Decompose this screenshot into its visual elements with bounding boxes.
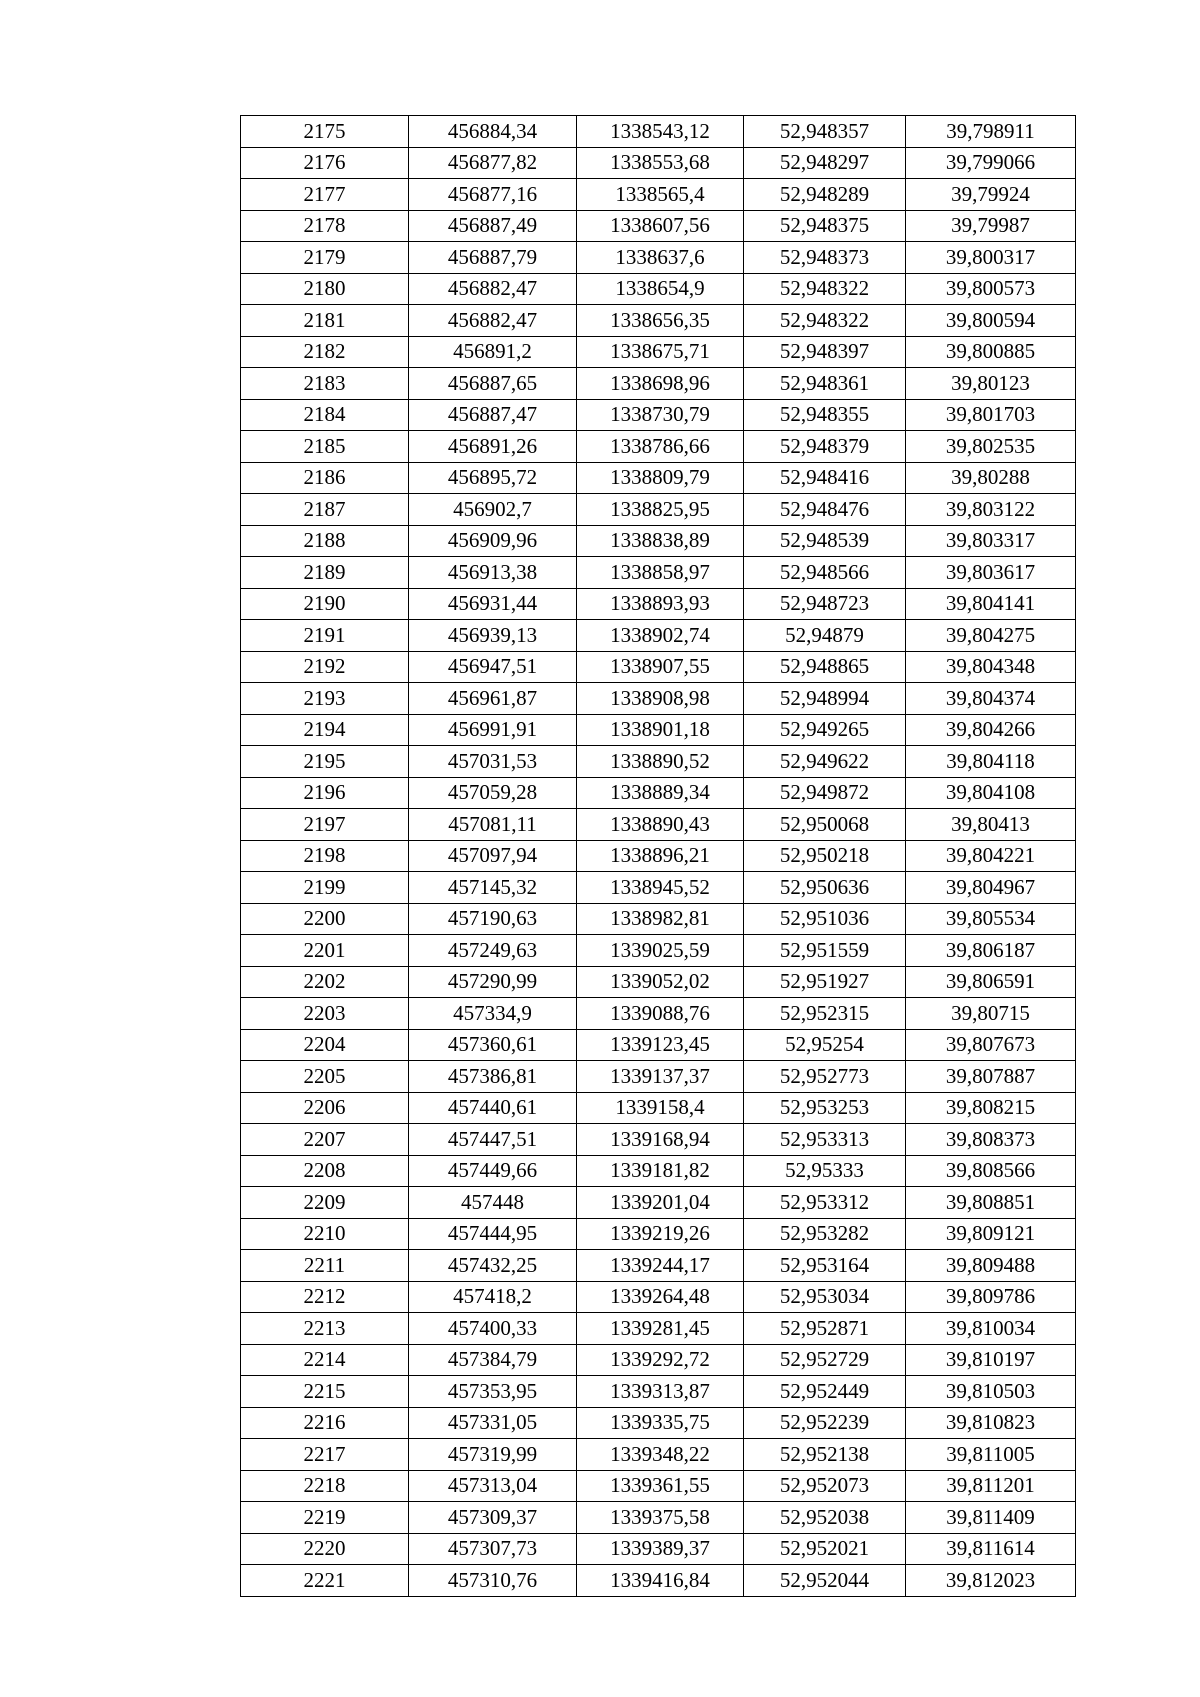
point-number-cell: 2195	[241, 746, 409, 778]
longitude-cell: 39,804348	[906, 651, 1076, 683]
y-coordinate-cell: 1338890,52	[577, 746, 744, 778]
x-coordinate-cell: 457081,11	[409, 809, 577, 841]
point-number-cell: 2182	[241, 336, 409, 368]
latitude-cell: 52,950636	[744, 872, 906, 904]
longitude-cell: 39,805534	[906, 903, 1076, 935]
point-number-cell: 2190	[241, 588, 409, 620]
longitude-cell: 39,79987	[906, 210, 1076, 242]
x-coordinate-cell: 456887,79	[409, 242, 577, 274]
latitude-cell: 52,951559	[744, 935, 906, 967]
point-number-cell: 2199	[241, 872, 409, 904]
point-number-cell: 2213	[241, 1313, 409, 1345]
table-row	[241, 210, 1076, 242]
table-row	[241, 1250, 1076, 1282]
x-coordinate-cell: 456887,49	[409, 210, 577, 242]
x-coordinate-cell: 457360,61	[409, 1029, 577, 1061]
latitude-cell: 52,948322	[744, 273, 906, 305]
point-number-cell: 2189	[241, 557, 409, 589]
point-number-cell: 2217	[241, 1439, 409, 1471]
longitude-cell: 39,811409	[906, 1502, 1076, 1534]
x-coordinate-cell: 456882,47	[409, 305, 577, 337]
table-row	[241, 1281, 1076, 1313]
y-coordinate-cell: 1338675,71	[577, 336, 744, 368]
latitude-cell: 52,948539	[744, 525, 906, 557]
table-row	[241, 147, 1076, 179]
longitude-cell: 39,804374	[906, 683, 1076, 715]
y-coordinate-cell: 1338809,79	[577, 462, 744, 494]
table-row	[241, 903, 1076, 935]
y-coordinate-cell: 1338890,43	[577, 809, 744, 841]
longitude-cell: 39,80123	[906, 368, 1076, 400]
longitude-cell: 39,811614	[906, 1533, 1076, 1565]
x-coordinate-cell: 456895,72	[409, 462, 577, 494]
x-coordinate-cell: 456887,47	[409, 399, 577, 431]
y-coordinate-cell: 1339361,55	[577, 1470, 744, 1502]
table-row	[241, 242, 1076, 274]
longitude-cell: 39,804221	[906, 840, 1076, 872]
table-row	[241, 714, 1076, 746]
longitude-cell: 39,810034	[906, 1313, 1076, 1345]
point-number-cell: 2211	[241, 1250, 409, 1282]
x-coordinate-cell: 457386,81	[409, 1061, 577, 1093]
point-number-cell: 2194	[241, 714, 409, 746]
longitude-cell: 39,800594	[906, 305, 1076, 337]
y-coordinate-cell: 1338825,95	[577, 494, 744, 526]
table-row	[241, 1092, 1076, 1124]
longitude-cell: 39,800573	[906, 273, 1076, 305]
latitude-cell: 52,953034	[744, 1281, 906, 1313]
x-coordinate-cell: 457384,79	[409, 1344, 577, 1376]
point-number-cell: 2207	[241, 1124, 409, 1156]
point-number-cell: 2203	[241, 998, 409, 1030]
y-coordinate-cell: 1339281,45	[577, 1313, 744, 1345]
point-number-cell: 2197	[241, 809, 409, 841]
point-number-cell: 2214	[241, 1344, 409, 1376]
point-number-cell: 2183	[241, 368, 409, 400]
y-coordinate-cell: 1338908,98	[577, 683, 744, 715]
latitude-cell: 52,952021	[744, 1533, 906, 1565]
y-coordinate-cell: 1339219,26	[577, 1218, 744, 1250]
longitude-cell: 39,809121	[906, 1218, 1076, 1250]
table-row	[241, 998, 1076, 1030]
x-coordinate-cell: 457400,33	[409, 1313, 577, 1345]
latitude-cell: 52,953164	[744, 1250, 906, 1282]
point-number-cell: 2216	[241, 1407, 409, 1439]
x-coordinate-cell: 457031,53	[409, 746, 577, 778]
y-coordinate-cell: 1338553,68	[577, 147, 744, 179]
point-number-cell: 2221	[241, 1565, 409, 1597]
longitude-cell: 39,801703	[906, 399, 1076, 431]
table-row	[241, 1029, 1076, 1061]
latitude-cell: 52,951927	[744, 966, 906, 998]
latitude-cell: 52,948375	[744, 210, 906, 242]
x-coordinate-cell: 457097,94	[409, 840, 577, 872]
latitude-cell: 52,94879	[744, 620, 906, 652]
table-row	[241, 620, 1076, 652]
latitude-cell: 52,952073	[744, 1470, 906, 1502]
x-coordinate-cell: 457310,76	[409, 1565, 577, 1597]
y-coordinate-cell: 1338698,96	[577, 368, 744, 400]
x-coordinate-cell: 457449,66	[409, 1155, 577, 1187]
x-coordinate-cell: 456991,91	[409, 714, 577, 746]
point-number-cell: 2191	[241, 620, 409, 652]
latitude-cell: 52,948397	[744, 336, 906, 368]
table-row	[241, 1124, 1076, 1156]
point-number-cell: 2208	[241, 1155, 409, 1187]
x-coordinate-cell: 456931,44	[409, 588, 577, 620]
point-number-cell: 2218	[241, 1470, 409, 1502]
x-coordinate-cell: 457249,63	[409, 935, 577, 967]
x-coordinate-cell: 457331,05	[409, 1407, 577, 1439]
point-number-cell: 2188	[241, 525, 409, 557]
latitude-cell: 52,948994	[744, 683, 906, 715]
longitude-cell: 39,808373	[906, 1124, 1076, 1156]
latitude-cell: 52,952773	[744, 1061, 906, 1093]
table-row	[241, 1218, 1076, 1250]
table-row	[241, 431, 1076, 463]
y-coordinate-cell: 1338607,56	[577, 210, 744, 242]
latitude-cell: 52,953313	[744, 1124, 906, 1156]
point-number-cell: 2201	[241, 935, 409, 967]
x-coordinate-cell: 457334,9	[409, 998, 577, 1030]
y-coordinate-cell: 1339335,75	[577, 1407, 744, 1439]
latitude-cell: 52,948297	[744, 147, 906, 179]
longitude-cell: 39,808215	[906, 1092, 1076, 1124]
y-coordinate-cell: 1339348,22	[577, 1439, 744, 1471]
longitude-cell: 39,800885	[906, 336, 1076, 368]
longitude-cell: 39,800317	[906, 242, 1076, 274]
x-coordinate-cell: 457319,99	[409, 1439, 577, 1471]
table-row	[241, 494, 1076, 526]
x-coordinate-cell: 456882,47	[409, 273, 577, 305]
x-coordinate-cell: 456947,51	[409, 651, 577, 683]
longitude-cell: 39,809488	[906, 1250, 1076, 1282]
x-coordinate-cell: 456877,82	[409, 147, 577, 179]
latitude-cell: 52,952239	[744, 1407, 906, 1439]
longitude-cell: 39,807887	[906, 1061, 1076, 1093]
latitude-cell: 52,95333	[744, 1155, 906, 1187]
y-coordinate-cell: 1339181,82	[577, 1155, 744, 1187]
x-coordinate-cell: 457190,63	[409, 903, 577, 935]
y-coordinate-cell: 1339389,37	[577, 1533, 744, 1565]
table-row	[241, 588, 1076, 620]
latitude-cell: 52,950218	[744, 840, 906, 872]
latitude-cell: 52,952315	[744, 998, 906, 1030]
longitude-cell: 39,810823	[906, 1407, 1076, 1439]
x-coordinate-cell: 457309,37	[409, 1502, 577, 1534]
point-number-cell: 2193	[241, 683, 409, 715]
table-row	[241, 966, 1076, 998]
coordinates-table	[240, 115, 1076, 1597]
latitude-cell: 52,948416	[744, 462, 906, 494]
y-coordinate-cell: 1339025,59	[577, 935, 744, 967]
table-row	[241, 1344, 1076, 1376]
point-number-cell: 2177	[241, 179, 409, 211]
longitude-cell: 39,804275	[906, 620, 1076, 652]
x-coordinate-cell: 456884,34	[409, 116, 577, 148]
longitude-cell: 39,802535	[906, 431, 1076, 463]
longitude-cell: 39,803122	[906, 494, 1076, 526]
longitude-cell: 39,811201	[906, 1470, 1076, 1502]
latitude-cell: 52,948355	[744, 399, 906, 431]
latitude-cell: 52,953282	[744, 1218, 906, 1250]
point-number-cell: 2205	[241, 1061, 409, 1093]
point-number-cell: 2196	[241, 777, 409, 809]
table-row	[241, 1313, 1076, 1345]
x-coordinate-cell: 456961,87	[409, 683, 577, 715]
table-row	[241, 525, 1076, 557]
longitude-cell: 39,799066	[906, 147, 1076, 179]
y-coordinate-cell: 1339292,72	[577, 1344, 744, 1376]
coordinates-table-body	[241, 116, 1076, 1597]
longitude-cell: 39,80288	[906, 462, 1076, 494]
longitude-cell: 39,803317	[906, 525, 1076, 557]
point-number-cell: 2206	[241, 1092, 409, 1124]
x-coordinate-cell: 456891,26	[409, 431, 577, 463]
point-number-cell: 2184	[241, 399, 409, 431]
longitude-cell: 39,804141	[906, 588, 1076, 620]
y-coordinate-cell: 1339201,04	[577, 1187, 744, 1219]
y-coordinate-cell: 1339313,87	[577, 1376, 744, 1408]
longitude-cell: 39,809786	[906, 1281, 1076, 1313]
y-coordinate-cell: 1339416,84	[577, 1565, 744, 1597]
longitude-cell: 39,811005	[906, 1439, 1076, 1471]
table-row	[241, 273, 1076, 305]
x-coordinate-cell: 457440,61	[409, 1092, 577, 1124]
y-coordinate-cell: 1339244,17	[577, 1250, 744, 1282]
longitude-cell: 39,807673	[906, 1029, 1076, 1061]
point-number-cell: 2219	[241, 1502, 409, 1534]
longitude-cell: 39,804967	[906, 872, 1076, 904]
table-row	[241, 840, 1076, 872]
y-coordinate-cell: 1338838,89	[577, 525, 744, 557]
y-coordinate-cell: 1338637,6	[577, 242, 744, 274]
table-row	[241, 179, 1076, 211]
y-coordinate-cell: 1338907,55	[577, 651, 744, 683]
point-number-cell: 2187	[241, 494, 409, 526]
y-coordinate-cell: 1338982,81	[577, 903, 744, 935]
table-row	[241, 777, 1076, 809]
y-coordinate-cell: 1338901,18	[577, 714, 744, 746]
latitude-cell: 52,952038	[744, 1502, 906, 1534]
table-row	[241, 368, 1076, 400]
longitude-cell: 39,812023	[906, 1565, 1076, 1597]
table-row	[241, 1376, 1076, 1408]
y-coordinate-cell: 1338945,52	[577, 872, 744, 904]
y-coordinate-cell: 1338858,97	[577, 557, 744, 589]
latitude-cell: 52,948373	[744, 242, 906, 274]
table-row	[241, 1061, 1076, 1093]
longitude-cell: 39,806591	[906, 966, 1076, 998]
longitude-cell: 39,810503	[906, 1376, 1076, 1408]
latitude-cell: 52,952871	[744, 1313, 906, 1345]
y-coordinate-cell: 1339137,37	[577, 1061, 744, 1093]
x-coordinate-cell: 456887,65	[409, 368, 577, 400]
longitude-cell: 39,798911	[906, 116, 1076, 148]
table-row	[241, 935, 1076, 967]
point-number-cell: 2185	[241, 431, 409, 463]
point-number-cell: 2200	[241, 903, 409, 935]
point-number-cell: 2178	[241, 210, 409, 242]
latitude-cell: 52,948361	[744, 368, 906, 400]
point-number-cell: 2215	[241, 1376, 409, 1408]
x-coordinate-cell: 457444,95	[409, 1218, 577, 1250]
point-number-cell: 2179	[241, 242, 409, 274]
table-row	[241, 683, 1076, 715]
x-coordinate-cell: 457313,04	[409, 1470, 577, 1502]
table-row	[241, 1407, 1076, 1439]
table-row	[241, 1502, 1076, 1534]
y-coordinate-cell: 1338896,21	[577, 840, 744, 872]
y-coordinate-cell: 1338786,66	[577, 431, 744, 463]
x-coordinate-cell: 457290,99	[409, 966, 577, 998]
point-number-cell: 2209	[241, 1187, 409, 1219]
latitude-cell: 52,948865	[744, 651, 906, 683]
x-coordinate-cell: 457307,73	[409, 1533, 577, 1565]
table-row	[241, 1155, 1076, 1187]
point-number-cell: 2198	[241, 840, 409, 872]
latitude-cell: 52,952138	[744, 1439, 906, 1471]
latitude-cell: 52,948566	[744, 557, 906, 589]
point-number-cell: 2180	[241, 273, 409, 305]
table-row	[241, 399, 1076, 431]
table-row	[241, 116, 1076, 148]
y-coordinate-cell: 1339375,58	[577, 1502, 744, 1534]
latitude-cell: 52,952449	[744, 1376, 906, 1408]
x-coordinate-cell: 457145,32	[409, 872, 577, 904]
point-number-cell: 2212	[241, 1281, 409, 1313]
y-coordinate-cell: 1338893,93	[577, 588, 744, 620]
table-row	[241, 872, 1076, 904]
point-number-cell: 2220	[241, 1533, 409, 1565]
latitude-cell: 52,949872	[744, 777, 906, 809]
table-row	[241, 336, 1076, 368]
x-coordinate-cell: 457418,2	[409, 1281, 577, 1313]
longitude-cell: 39,80413	[906, 809, 1076, 841]
longitude-cell: 39,79924	[906, 179, 1076, 211]
table-row	[241, 462, 1076, 494]
table-row	[241, 1533, 1076, 1565]
longitude-cell: 39,808566	[906, 1155, 1076, 1187]
table-row	[241, 1565, 1076, 1597]
y-coordinate-cell: 1339088,76	[577, 998, 744, 1030]
latitude-cell: 52,953312	[744, 1187, 906, 1219]
y-coordinate-cell: 1338654,9	[577, 273, 744, 305]
x-coordinate-cell: 456877,16	[409, 179, 577, 211]
table-row	[241, 746, 1076, 778]
longitude-cell: 39,808851	[906, 1187, 1076, 1219]
latitude-cell: 52,952729	[744, 1344, 906, 1376]
latitude-cell: 52,949622	[744, 746, 906, 778]
latitude-cell: 52,95254	[744, 1029, 906, 1061]
y-coordinate-cell: 1338656,35	[577, 305, 744, 337]
latitude-cell: 52,950068	[744, 809, 906, 841]
table-row	[241, 557, 1076, 589]
x-coordinate-cell: 457059,28	[409, 777, 577, 809]
x-coordinate-cell: 456902,7	[409, 494, 577, 526]
longitude-cell: 39,804266	[906, 714, 1076, 746]
table-row	[241, 1187, 1076, 1219]
table-row	[241, 1470, 1076, 1502]
y-coordinate-cell: 1338730,79	[577, 399, 744, 431]
point-number-cell: 2186	[241, 462, 409, 494]
point-number-cell: 2176	[241, 147, 409, 179]
latitude-cell: 52,949265	[744, 714, 906, 746]
y-coordinate-cell: 1339052,02	[577, 966, 744, 998]
latitude-cell: 52,948357	[744, 116, 906, 148]
latitude-cell: 52,952044	[744, 1565, 906, 1597]
point-number-cell: 2202	[241, 966, 409, 998]
point-number-cell: 2210	[241, 1218, 409, 1250]
latitude-cell: 52,948379	[744, 431, 906, 463]
x-coordinate-cell: 457353,95	[409, 1376, 577, 1408]
y-coordinate-cell: 1339264,48	[577, 1281, 744, 1313]
table-row	[241, 809, 1076, 841]
x-coordinate-cell: 457432,25	[409, 1250, 577, 1282]
point-number-cell: 2175	[241, 116, 409, 148]
table-row	[241, 1439, 1076, 1471]
longitude-cell: 39,803617	[906, 557, 1076, 589]
x-coordinate-cell: 456939,13	[409, 620, 577, 652]
table-row	[241, 305, 1076, 337]
x-coordinate-cell: 457447,51	[409, 1124, 577, 1156]
longitude-cell: 39,810197	[906, 1344, 1076, 1376]
longitude-cell: 39,804118	[906, 746, 1076, 778]
y-coordinate-cell: 1339168,94	[577, 1124, 744, 1156]
y-coordinate-cell: 1338889,34	[577, 777, 744, 809]
x-coordinate-cell: 456891,2	[409, 336, 577, 368]
latitude-cell: 52,948289	[744, 179, 906, 211]
longitude-cell: 39,804108	[906, 777, 1076, 809]
x-coordinate-cell: 456913,38	[409, 557, 577, 589]
longitude-cell: 39,806187	[906, 935, 1076, 967]
x-coordinate-cell: 456909,96	[409, 525, 577, 557]
longitude-cell: 39,80715	[906, 998, 1076, 1030]
point-number-cell: 2192	[241, 651, 409, 683]
y-coordinate-cell: 1339123,45	[577, 1029, 744, 1061]
latitude-cell: 52,948322	[744, 305, 906, 337]
y-coordinate-cell: 1338902,74	[577, 620, 744, 652]
y-coordinate-cell: 1339158,4	[577, 1092, 744, 1124]
latitude-cell: 52,953253	[744, 1092, 906, 1124]
x-coordinate-cell: 457448	[409, 1187, 577, 1219]
latitude-cell: 52,948476	[744, 494, 906, 526]
point-number-cell: 2181	[241, 305, 409, 337]
point-number-cell: 2204	[241, 1029, 409, 1061]
y-coordinate-cell: 1338565,4	[577, 179, 744, 211]
table-row	[241, 651, 1076, 683]
latitude-cell: 52,951036	[744, 903, 906, 935]
y-coordinate-cell: 1338543,12	[577, 116, 744, 148]
latitude-cell: 52,948723	[744, 588, 906, 620]
